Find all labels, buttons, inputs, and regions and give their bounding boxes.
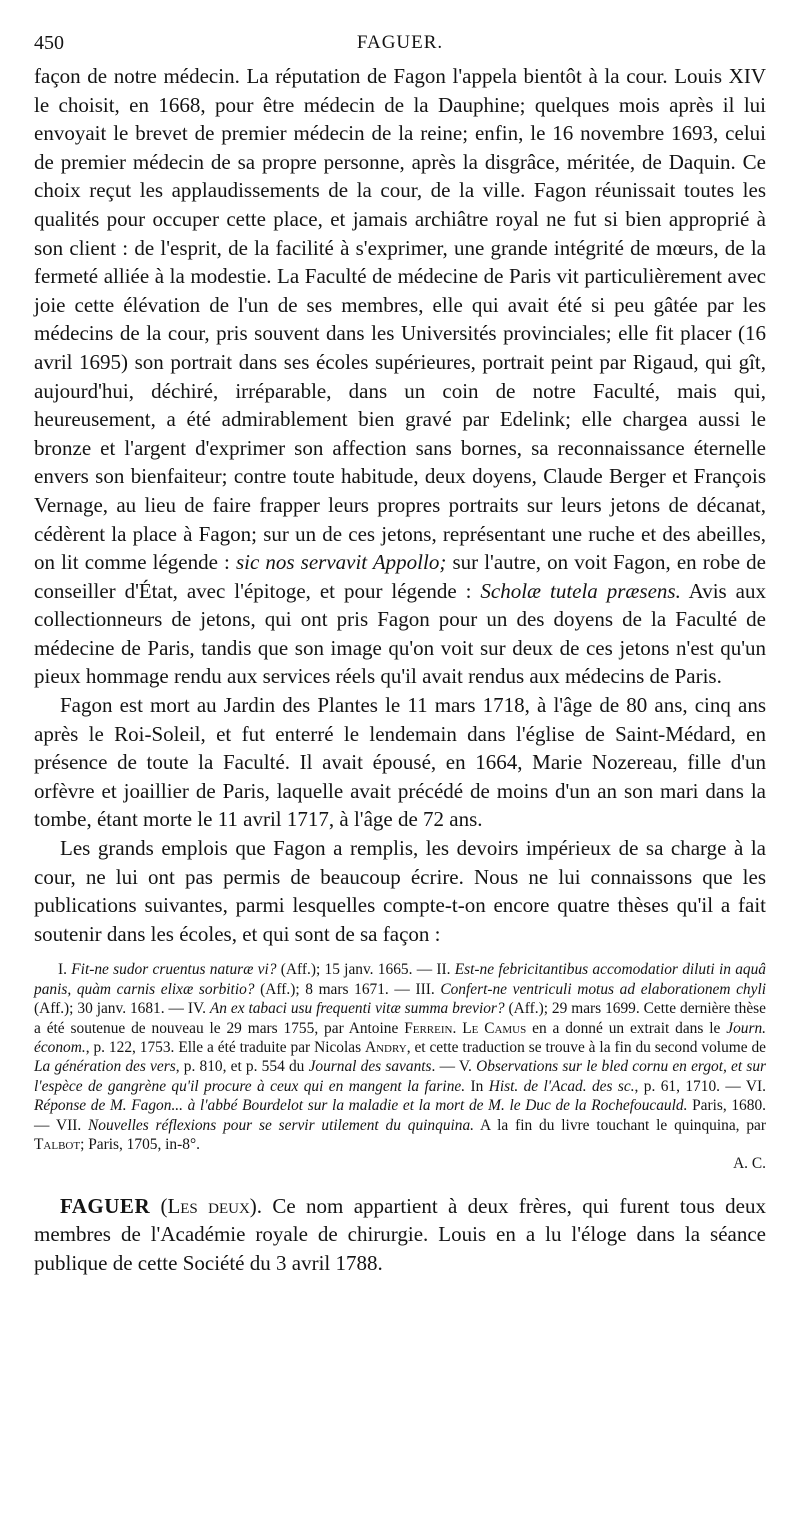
thesis-title: Confert-ne ventriculi motus ad elaborationem chyli <box>440 980 767 998</box>
paragraph-text: Avis aux collectionneurs de jetons, qui ont pris Fagon pour un des doyens de la Faculté de médecine de Paris, tandis que son image qu'on voit sur deux de ces jetons n'est qu'un pieux hommage rendu aux services réels qu'il avait rendus aux médecins de Paris. <box>34 578 766 689</box>
page-header <box>34 32 766 62</box>
note-text: (Aff.); 8 mars 1671. — III. <box>254 980 441 998</box>
note-text: Paris, 1680. — VII. <box>34 1097 766 1134</box>
author-name: Talbot <box>34 1136 81 1154</box>
author-name: Le Camus <box>462 1019 527 1037</box>
article-body <box>34 62 766 948</box>
entry-headword: FAGUER <box>60 1193 151 1218</box>
author-name: Andry <box>365 1039 407 1057</box>
note-text: . — V. <box>431 1058 477 1076</box>
note-text: (Aff.); 29 mars 1699. Cette dernière thèse a été soutenue de nouveau le 29 mars 1755, par Antoine <box>34 1000 766 1037</box>
paragraph: Les grands emplois que Fagon a remplis, les devoirs impérieux de sa charge à la cour, ne lui ont pas permis de beaucoup écrire. Nous ne lui connaissons que les publications suivantes, parmi lesquelles compte-t-on encore quatre thèses qu'il a fait soutenir dans les écoles, et qui sont de sa façon : <box>34 836 766 946</box>
thesis-title: Est-ne febricitantibus accomodatior diluti in aquâ panis, quàm carnis elixæ sorbitio? <box>34 961 766 998</box>
paragraph <box>34 62 766 691</box>
note-text: , p. 122, 1753. Elle a été traduite par Nicolas <box>85 1039 365 1057</box>
dictionary-entry <box>34 1192 766 1278</box>
author-signature: A. C. <box>733 1155 766 1173</box>
work-title: Nouvelles réflexions pour se servir utilement du quinquina. <box>88 1116 475 1134</box>
note-text: ; Paris, 1705, in-8°. <box>80 1136 200 1154</box>
note-text: , p. 61, 1710. — VI. <box>634 1077 766 1095</box>
author-name: Ferrein <box>404 1019 453 1037</box>
note-text: A la fin du livre touchant le quinquina, par <box>474 1116 767 1134</box>
page-number: 450 <box>34 32 64 54</box>
note-text: In <box>465 1077 489 1095</box>
journal-title: Journ. économ. <box>34 1019 766 1057</box>
thesis-title: An ex tabaci usu frequenti vitæ summa brevior? <box>209 1000 505 1018</box>
note-text: , p. 810, et p. 554 du <box>175 1058 309 1076</box>
note-text: . <box>452 1019 463 1037</box>
paragraph-text: sur l'autre, on voit Fagon, en robe de conseiller d'État, avec l'épitoge, et pour légende : <box>34 550 767 603</box>
entry-text: Ce nom appartient à deux frères, qui furent tous deux membres de l'Académie royale de chirurgie. Louis en a lu l'éloge dans la séance publique de cette Société du 3 avril 1788. <box>34 1193 767 1276</box>
journal-title: Hist. de l'Acad. des sc. <box>488 1077 635 1095</box>
journal-title: Journal des savants <box>308 1058 432 1076</box>
note-text: (Aff.); 30 janv. 1681. — IV. <box>34 1000 210 1018</box>
note-text: I. <box>58 961 72 979</box>
legend-text: sic nos servavit Appollo; <box>235 550 447 575</box>
thesis-title: Fit-ne sudor cruentus naturæ vi? <box>71 961 277 979</box>
work-title: Observations sur le bled cornu en ergot, et sur l'espèce de gangrène qu'il procure à ceux qui en mangent la farine. <box>34 1058 767 1095</box>
note-text: (Aff.); 15 janv. 1665. — II. <box>276 961 455 979</box>
running-head: FAGUER. <box>356 32 444 53</box>
note-text: en a donné un extrait dans le <box>526 1019 727 1037</box>
paragraph: Fagon est mort au Jardin des Plantes le 11 mars 1718, à l'âge de 80 ans, cinq ans après le Roi-Soleil, et fut enterré le lendemain dans l'église de Saint-Médard, en présence de toute la Faculté. Il avait épousé, en 1664, Marie Nozereau, fille d'un orfèvre et joaillier de Paris, laquelle avait précédé de moins d'un an son mari dans la tombe, étant morte le 11 avril 1717, à l'âge de 72 ans. <box>34 693 766 832</box>
work-title: Réponse de M. Fagon... à l'abbé Bourdelot sur la maladie et la mort de M. le Duc de la Rochefoucauld. <box>34 1097 688 1115</box>
legend-text: Scholæ tutela præsens. <box>480 578 681 603</box>
paragraph-text: façon de notre médecin. La réputation de Fagon l'appela bientôt à la cour. Louis XIV le choisit, en 1668, pour être médecin de la Dauphine; quelques mois après il lui envoyait le brevet de premier médecin de la reine; enfin, le 16 novembre 1693, celui de premier médecin de sa propre personne, après la disgrâce, méritée, de Daquin. Ce choix reçut les applaudissements de la cour, de la ville. Fagon réunissait toutes les qualités pour occuper cette place, et jamais archiâtre royal ne fut si bien approprié à son client : de l'esprit, de la facilité à s'exprimer, une grande intégrité de mœurs, de la fermeté alliée à la modestie. La Faculté de médecine de Paris vit particulièrement avec joie cette élévation de l'un de ses membres, elle qui avait été si peu gâtée par les médecins de la cour, pris souvent dans les Universités provinciales; elle fit placer (16 avril 1695) son portrait dans ses écoles supérieures, portrait peint par Rigaud, qui gît, aujourd'hui, déchiré, irréparable, dans un coin de notre Faculté, mais qui, heureusement, a été admirablement bien gravé par Edelink; elle chargea aussi le bronze et l'argent d'exprimer son affection sans bornes, sa reconnaissance éternelle envers son bienfaiteur; contre toute habitude, deux doyens, Claude Berger et François Vernage, au lieu de faire frapper leurs propres portraits sur leurs jetons de décanat, cédèrent la place à Fagon; sur un de ces jetons, représentant une ruche et des abeilles, on lit comme légende : <box>34 64 766 575</box>
bibliography-notes <box>34 960 766 1173</box>
entry-subhead: (Les deux). <box>160 1193 263 1218</box>
note-text: , et cette traduction se trouve à la fin du second volume de <box>406 1039 766 1057</box>
book-title: La génération des vers <box>34 1058 176 1076</box>
